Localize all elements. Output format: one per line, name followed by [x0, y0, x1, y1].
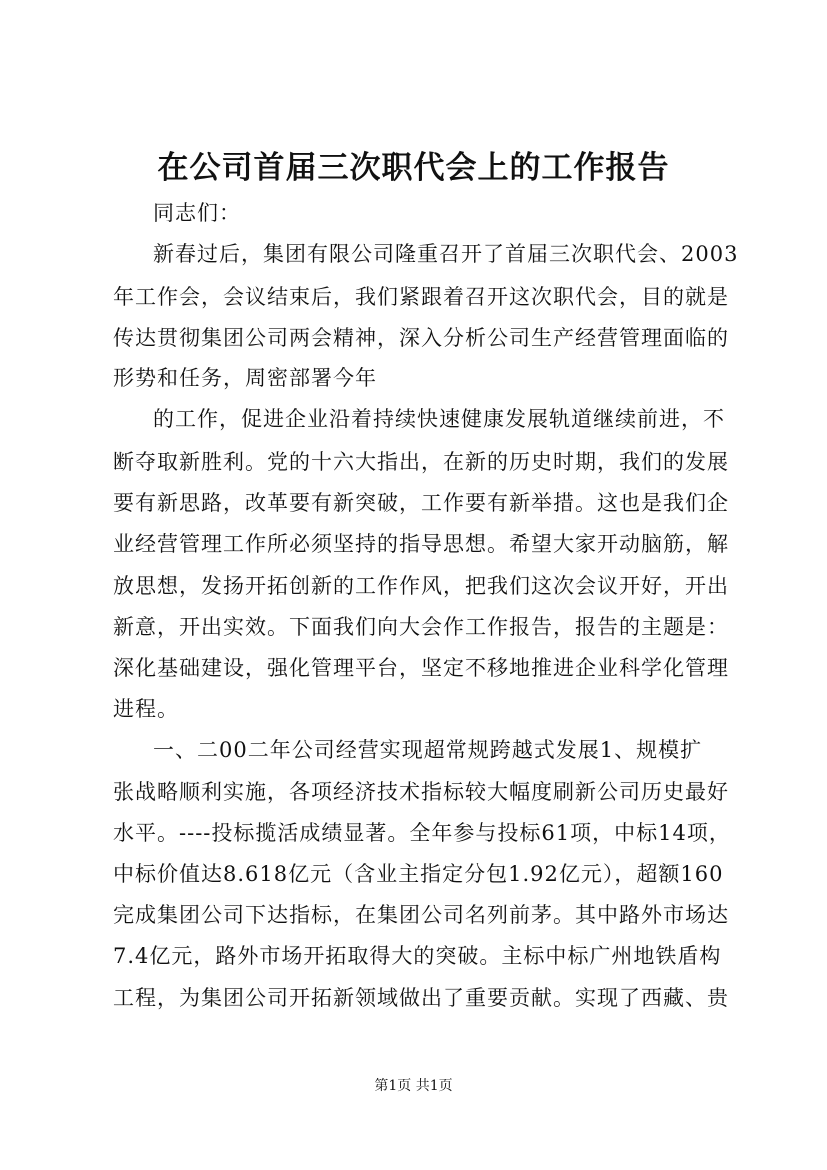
body-line: 工程，为集团公司开拓新领域做出了重要贡献。实现了西藏、贵: [113, 986, 729, 1010]
body-line: 完成集团公司下达指标，在集团公司名列前茅。其中路外市场达: [113, 903, 729, 927]
body-line: 断夺取新胜利。党的十六大指出，在新的历史时期，我们的发展: [113, 450, 729, 474]
body-line: 传达贯彻集团公司两会精神，深入分析公司生产经营管理面临的: [113, 326, 729, 350]
document-title: 在公司首届三次职代会上的工作报告: [157, 150, 670, 186]
body-line: 业经营管理工作所必须坚持的指导思想。希望大家开动脑筋，解: [113, 532, 729, 556]
body-line: 形势和任务，周密部署今年: [113, 366, 377, 390]
body-line: 进程。: [113, 697, 179, 721]
page-number: 第1页 共1页: [374, 1078, 453, 1094]
body-line: 张战略顺利实施，各项经济技术指标较大幅度刷新公司历史最好: [113, 780, 729, 804]
body-line: 的工作，促进企业沿着持续快速健康发展轨道继续前进，不: [153, 407, 725, 431]
body-line: 中标价值达8.618亿元（含业主指定分包1.92亿元），超额160: [113, 862, 724, 886]
body-line: 7.4亿元，路外市场开拓取得大的突破。主标中标广州地铁盾构: [113, 944, 722, 968]
body-line: 水平。----投标揽活成绩显著。全年参与投标61项，中标14项，: [113, 821, 731, 845]
body-line: 新春过后，集团有限公司隆重召开了首届三次职代会、2003: [153, 242, 739, 266]
body-line: 要有新思路，改革要有新突破，工作要有新举措。这也是我们企: [113, 491, 729, 515]
body-line: 年工作会，会议结束后，我们紧跟着召开这次职代会，目的就是: [113, 285, 729, 309]
body-line: 深化基础建设，强化管理平台，坚定不移地推进企业科学化管理: [113, 656, 729, 680]
body-line: 新意，开出实效。下面我们向大会作工作报告，报告的主题是：: [113, 615, 729, 639]
salutation: 同志们：: [153, 201, 241, 225]
body-line: 放思想，发扬开拓创新的工作作风，把我们这次会议开好，开出: [113, 574, 729, 598]
body-line: 一、二00二年公司经营实现超常规跨越式发展1、规模扩: [153, 738, 703, 762]
